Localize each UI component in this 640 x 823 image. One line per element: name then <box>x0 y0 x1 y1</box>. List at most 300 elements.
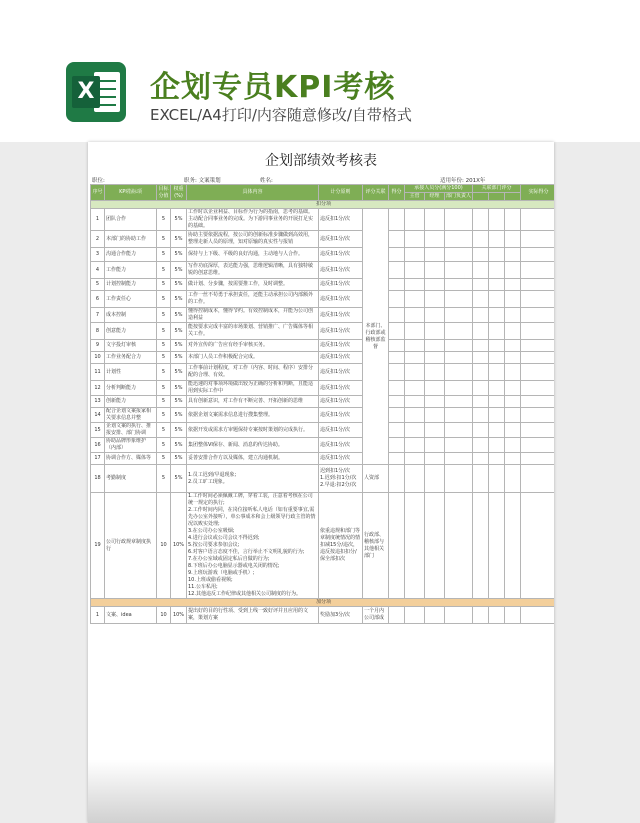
score-cell[interactable] <box>405 396 425 408</box>
score-cell[interactable] <box>389 323 405 340</box>
section-bonus <box>91 599 555 607</box>
score-cell[interactable] <box>389 209 405 231</box>
row-content: 写作功底深厚，表达能力强，思维逻辑清晰，具有独特敏锐的创意思维。 <box>187 262 319 279</box>
score-cell[interactable] <box>521 308 554 323</box>
row-content: 提出好的目的行性项、受到上线一致好评并且应用的文案，策划方案 <box>187 607 319 624</box>
row-rule: 违反扣1分/次 <box>319 323 363 340</box>
row-rule: 违反扣1分/次 <box>319 248 363 262</box>
row-weight: 5% <box>171 291 187 308</box>
score-cell[interactable] <box>425 279 445 291</box>
score-cell[interactable] <box>389 364 405 381</box>
score-cell[interactable] <box>425 408 445 423</box>
table-row <box>91 607 555 624</box>
row-content: 协助主要依据流程，按公司的创新标准步骤做到高效用，整理走新人员的原理，知对原输的真实性与报销 <box>187 231 319 248</box>
score-cell[interactable] <box>405 438 425 453</box>
score-cell[interactable] <box>505 352 521 364</box>
score-cell[interactable] <box>425 323 445 340</box>
row-no: 18 <box>91 465 105 493</box>
row-no: 13 <box>91 396 105 408</box>
row-kpi: 考勤制度 <box>105 465 157 493</box>
score-cell[interactable] <box>425 493 445 599</box>
score-cell[interactable] <box>405 493 425 599</box>
row-rule: 违反扣1分/次 <box>319 279 363 291</box>
score-cell[interactable] <box>425 308 445 323</box>
score-cell[interactable] <box>425 231 445 248</box>
score-cell[interactable] <box>489 248 505 262</box>
col-supervisor: 主管 <box>405 193 425 201</box>
row-weight: 5% <box>171 453 187 465</box>
score-cell[interactable] <box>425 453 445 465</box>
score-cell[interactable] <box>505 308 521 323</box>
score-cell[interactable] <box>473 323 489 340</box>
score-cell[interactable] <box>473 396 489 408</box>
section-bonus-label: 加分项 <box>91 599 555 607</box>
score-cell[interactable] <box>473 381 489 396</box>
score-cell[interactable] <box>425 465 445 493</box>
table-row <box>91 396 555 408</box>
row-target: 5 <box>157 262 171 279</box>
row-weight: 5% <box>171 381 187 396</box>
row-content: 具有创新意识，对工作有不断完善、开拓创新的思维 <box>187 396 319 408</box>
score-cell[interactable] <box>473 209 489 231</box>
row-weight: 5% <box>171 308 187 323</box>
table-row <box>91 381 555 396</box>
row-no: 10 <box>91 352 105 364</box>
score-cell[interactable] <box>445 291 473 308</box>
position-label: 职位: <box>92 178 105 184</box>
row-target: 10 <box>157 607 171 624</box>
row-no: 8 <box>91 323 105 340</box>
score-cell[interactable] <box>505 209 521 231</box>
score-cell[interactable] <box>473 465 489 493</box>
score-cell[interactable] <box>489 308 505 323</box>
score-cell[interactable] <box>489 396 505 408</box>
score-cell[interactable] <box>489 453 505 465</box>
score-cell[interactable] <box>489 323 505 340</box>
score-cell[interactable] <box>489 465 505 493</box>
row-content: 1.员工迟到/早退现象; 2.员工旷工现象。 <box>187 465 319 493</box>
row-target: 5 <box>157 423 171 438</box>
row-no: 15 <box>91 423 105 438</box>
table-row <box>91 291 555 308</box>
row-weight: 5% <box>171 323 187 340</box>
document-sheet <box>88 142 554 823</box>
row-target: 5 <box>157 352 171 364</box>
row-rule: 违反扣1分/次 <box>319 209 363 231</box>
row-weight: 5% <box>171 465 187 493</box>
score-cell[interactable] <box>521 262 554 279</box>
col-reviewer: 评分关联 <box>363 185 389 201</box>
score-cell[interactable] <box>521 423 554 438</box>
score-cell[interactable] <box>473 248 489 262</box>
score-cell[interactable] <box>489 423 505 438</box>
score-cell[interactable] <box>405 308 425 323</box>
row-target: 5 <box>157 453 171 465</box>
row-content: 工作一丝不苟勇于承担责任，还能主动承担公司内部额外的工作。 <box>187 291 319 308</box>
score-cell[interactable] <box>445 465 473 493</box>
score-cell[interactable] <box>505 438 521 453</box>
score-cell[interactable] <box>405 607 425 624</box>
score-cell[interactable] <box>389 262 405 279</box>
row-kpi: 公司行政规章制度执行 <box>105 493 157 599</box>
row-no: 3 <box>91 248 105 262</box>
score-cell[interactable] <box>389 493 405 599</box>
score-cell[interactable] <box>473 423 489 438</box>
score-cell[interactable] <box>445 323 473 340</box>
score-cell[interactable] <box>445 453 473 465</box>
table-row <box>91 209 555 231</box>
table-row <box>91 408 555 423</box>
table-row <box>91 493 555 599</box>
row-target: 5 <box>157 291 171 308</box>
score-cell[interactable] <box>405 248 425 262</box>
row-target: 5 <box>157 408 171 423</box>
score-cell[interactable] <box>389 408 405 423</box>
row-kpi: 本部门的协助工作 <box>105 231 157 248</box>
row-target: 5 <box>157 308 171 323</box>
score-cell[interactable] <box>425 209 445 231</box>
score-cell[interactable] <box>505 408 521 423</box>
score-cell[interactable] <box>505 231 521 248</box>
row-reviewer: 一个月内公司部成 <box>363 607 389 624</box>
score-cell[interactable] <box>445 262 473 279</box>
score-cell[interactable] <box>505 453 521 465</box>
row-content: 对外宣传的广告应有经手审核买务。 <box>187 340 319 352</box>
score-cell[interactable] <box>521 493 554 599</box>
score-cell[interactable] <box>473 352 489 364</box>
col-kpi: KPI指标项 <box>105 185 157 201</box>
score-cell[interactable] <box>405 352 425 364</box>
score-cell[interactable] <box>521 408 554 423</box>
row-content: 妥善安排合作方以及媒体，建立沟通机制。 <box>187 453 319 465</box>
table-row <box>91 231 555 248</box>
score-cell[interactable] <box>389 279 405 291</box>
score-cell[interactable] <box>445 396 473 408</box>
score-cell[interactable] <box>489 262 505 279</box>
score-cell[interactable] <box>445 381 473 396</box>
col-no: 序号 <box>91 185 105 201</box>
row-content: 懂得控制成本，懂得节约。有效控制成本，并能为公司创造利益 <box>187 308 319 323</box>
row-reviewer: 行政部、稽核部与其他相关部门 <box>363 493 389 599</box>
score-cell[interactable] <box>425 364 445 381</box>
score-cell[interactable] <box>445 493 473 599</box>
score-cell[interactable] <box>521 607 554 624</box>
row-rule: 违反扣1分/次 <box>319 381 363 396</box>
score-cell[interactable] <box>389 352 405 364</box>
row-weight: 5% <box>171 262 187 279</box>
score-cell[interactable] <box>389 340 405 352</box>
score-cell[interactable] <box>389 423 405 438</box>
row-kpi: 工作能力 <box>105 262 157 279</box>
score-cell[interactable] <box>445 248 473 262</box>
row-kpi: 成本控制 <box>105 308 157 323</box>
score-cell[interactable] <box>489 381 505 396</box>
row-content: 保持与上下级、平级的良好沟通，主动地与人合作。 <box>187 248 319 262</box>
score-cell[interactable] <box>445 408 473 423</box>
page-header <box>0 0 640 142</box>
score-cell[interactable] <box>389 308 405 323</box>
score-cell[interactable] <box>405 262 425 279</box>
row-kpi: 企划文案的执行、推报安排、部门协调 <box>105 423 157 438</box>
row-kpi: 团队合作 <box>105 209 157 231</box>
row-kpi: 分析判断能力 <box>105 381 157 396</box>
row-rule: 违反扣1分/次 <box>319 396 363 408</box>
score-cell[interactable] <box>473 453 489 465</box>
row-weight: 5% <box>171 438 187 453</box>
score-cell[interactable] <box>425 607 445 624</box>
score-cell[interactable] <box>489 493 505 599</box>
col-actual: 实际得分 <box>521 185 554 201</box>
section-deductions <box>91 201 555 209</box>
score-cell[interactable] <box>445 438 473 453</box>
score-cell[interactable] <box>505 279 521 291</box>
score-cell[interactable] <box>489 209 505 231</box>
score-cell[interactable] <box>425 396 445 408</box>
row-no: 5 <box>91 279 105 291</box>
score-cell[interactable] <box>473 308 489 323</box>
score-cell[interactable] <box>505 262 521 279</box>
score-cell[interactable] <box>473 364 489 381</box>
col-dept-head: 部门负责人 <box>446 193 472 199</box>
row-kpi: 协调合作方、媒体等 <box>105 453 157 465</box>
score-cell[interactable] <box>521 248 554 262</box>
score-cell[interactable] <box>473 262 489 279</box>
col-manager: 经理 <box>425 193 445 201</box>
row-rule: 依重违规和部门等章制度统情况的情扣减15分/违次，违反按违扣扣分/保全部扣次 <box>319 493 363 599</box>
score-cell[interactable] <box>489 364 505 381</box>
score-cell[interactable] <box>489 291 505 308</box>
score-cell[interactable] <box>489 438 505 453</box>
table-row <box>91 352 555 364</box>
row-target: 10 <box>157 493 171 599</box>
row-weight: 5% <box>171 423 187 438</box>
score-cell[interactable] <box>445 352 473 364</box>
score-cell[interactable] <box>405 408 425 423</box>
score-cell[interactable] <box>405 364 425 381</box>
document-title: 企划部绩效考核表 <box>265 153 377 169</box>
score-cell[interactable] <box>489 408 505 423</box>
row-kpi: 文字投灯审核 <box>105 340 157 352</box>
score-cell[interactable] <box>521 453 554 465</box>
score-cell[interactable] <box>521 396 554 408</box>
row-weight: 5% <box>171 396 187 408</box>
score-cell[interactable] <box>505 340 521 352</box>
score-cell[interactable] <box>405 291 425 308</box>
score-cell[interactable] <box>445 231 473 248</box>
row-content: 1.工作时间必须佩戴工牌，穿着工装，注意着考核在公司统一规定的执行; 2.工作时间内同，在岗位接听私人电话（如有重要事宜,需先办公室外接听），单公事成本和会上级领导行政主管的情况以败实处理; 3.在公司办公室吸烟; 4.进行会议或公司会议不得迟到; 5.按公司要求参加会议; 6.对客户语言态度不佳，言行举止不文明礼貌的行为; 7.在办公室域或固定私后自做的行为; 8.下班后办公电脑显示器或电关闭的情况; 9.上班玩游戏（电脑或手机）; 10.上班或偷看视频; 11.公车私用; 12.其他违反工作纪律或其他相关公司制度的行为。 <box>187 493 319 599</box>
score-cell[interactable] <box>473 291 489 308</box>
row-rule: 违反扣1分/次 <box>319 308 363 323</box>
score-cell[interactable] <box>505 323 521 340</box>
row-content: 集团整体VI保存、新闻、消息的传达协助。 <box>187 438 319 453</box>
row-content: 依据企划文案需求信息进行搜集整理。 <box>187 408 319 423</box>
score-cell[interactable] <box>389 381 405 396</box>
score-cell[interactable] <box>489 231 505 248</box>
score-cell[interactable] <box>405 323 425 340</box>
row-weight: 5% <box>171 231 187 248</box>
row-rule: 违反扣1分/次 <box>319 364 363 381</box>
excel-icon <box>66 62 126 122</box>
row-weight: 5% <box>171 248 187 262</box>
score-cell[interactable] <box>489 279 505 291</box>
score-cell[interactable] <box>505 607 521 624</box>
score-cell[interactable] <box>389 465 405 493</box>
table-row <box>91 364 555 381</box>
score-cell[interactable] <box>445 607 473 624</box>
row-kpi: 工作业务配合力 <box>105 352 157 364</box>
score-cell[interactable] <box>505 493 521 599</box>
score-cell[interactable] <box>405 231 425 248</box>
score-cell[interactable] <box>521 465 554 493</box>
score-cell[interactable] <box>405 453 425 465</box>
score-cell[interactable] <box>521 438 554 453</box>
score-cell[interactable] <box>505 423 521 438</box>
name-label: 姓名: <box>260 178 273 184</box>
score-cell[interactable] <box>505 291 521 308</box>
row-target: 5 <box>157 248 171 262</box>
score-cell[interactable] <box>405 340 425 352</box>
score-cell[interactable] <box>389 607 405 624</box>
score-cell[interactable] <box>521 323 554 340</box>
row-no: 7 <box>91 308 105 323</box>
row-rule: 违反扣1分/次 <box>319 262 363 279</box>
section-deductions-label: 扣分项 <box>91 201 555 209</box>
col-group-dept: 关联部门评分 <box>473 185 521 193</box>
row-target: 5 <box>157 231 171 248</box>
score-cell[interactable] <box>425 438 445 453</box>
score-cell[interactable] <box>521 381 554 396</box>
score-cell[interactable] <box>405 279 425 291</box>
row-content: 做计划、分步骤，按需要推工作，及时调整。 <box>187 279 319 291</box>
score-cell[interactable] <box>521 364 554 381</box>
score-cell[interactable] <box>389 231 405 248</box>
score-cell[interactable] <box>473 231 489 248</box>
score-cell[interactable] <box>425 423 445 438</box>
score-cell[interactable] <box>505 364 521 381</box>
row-rule: 奖励加3分/次 <box>319 607 363 624</box>
col-dept-3 <box>505 193 521 201</box>
col-dept-2 <box>489 193 505 201</box>
score-cell[interactable] <box>389 438 405 453</box>
page-title: 企划专员KPI考核 <box>150 70 396 105</box>
score-cell[interactable] <box>521 279 554 291</box>
score-cell[interactable] <box>489 352 505 364</box>
score-cell[interactable] <box>445 423 473 438</box>
row-target: 5 <box>157 396 171 408</box>
score-cell[interactable] <box>405 423 425 438</box>
score-cell[interactable] <box>521 340 554 352</box>
score-cell[interactable] <box>425 262 445 279</box>
row-no: 19 <box>91 493 105 599</box>
score-cell[interactable] <box>505 465 521 493</box>
table-row <box>91 465 555 493</box>
row-target: 5 <box>157 438 171 453</box>
job-label: 职务: 文案策划 <box>184 178 221 184</box>
score-cell[interactable] <box>505 396 521 408</box>
score-cell[interactable] <box>445 364 473 381</box>
score-cell[interactable] <box>473 438 489 453</box>
score-cell[interactable] <box>473 607 489 624</box>
score-cell[interactable] <box>445 308 473 323</box>
row-no: 4 <box>91 262 105 279</box>
score-cell[interactable] <box>489 607 505 624</box>
table-row <box>91 438 555 453</box>
score-cell[interactable] <box>389 291 405 308</box>
row-rule: 违反扣1分/次 <box>319 438 363 453</box>
row-kpi: 计划控制能力 <box>105 279 157 291</box>
score-cell[interactable] <box>505 381 521 396</box>
score-cell[interactable] <box>405 209 425 231</box>
score-cell[interactable] <box>521 209 554 231</box>
row-target: 5 <box>157 279 171 291</box>
score-cell[interactable] <box>389 396 405 408</box>
row-content: 依据开发或需求方审题保持专案按时策划的完成执行。 <box>187 423 319 438</box>
table-row <box>91 340 555 352</box>
score-cell[interactable] <box>425 381 445 396</box>
score-cell[interactable] <box>405 381 425 396</box>
row-target: 5 <box>157 381 171 396</box>
score-cell[interactable] <box>505 248 521 262</box>
col-dept-1 <box>473 193 489 201</box>
score-cell[interactable] <box>473 493 489 599</box>
score-cell[interactable] <box>445 209 473 231</box>
table-row <box>91 323 555 340</box>
score-cell[interactable] <box>425 340 445 352</box>
score-cell[interactable] <box>445 279 473 291</box>
row-weight: 10% <box>171 493 187 599</box>
row-no: 1 <box>91 209 105 231</box>
score-cell[interactable] <box>521 352 554 364</box>
row-target: 5 <box>157 209 171 231</box>
score-cell[interactable] <box>425 248 445 262</box>
period-label: 适用年份: 201X年 <box>440 178 486 184</box>
row-target: 5 <box>157 323 171 340</box>
row-kpi: 工作责任心 <box>105 291 157 308</box>
score-cell[interactable] <box>473 340 489 352</box>
row-rule: 违反扣1分/次 <box>319 408 363 423</box>
score-cell[interactable] <box>521 231 554 248</box>
score-cell[interactable] <box>473 279 489 291</box>
row-weight: 5% <box>171 364 187 381</box>
row-no: 9 <box>91 340 105 352</box>
row-rule: 违反扣1分/次 <box>319 423 363 438</box>
score-cell[interactable] <box>389 248 405 262</box>
row-content: 本部门人员工作积极配合完成。 <box>187 352 319 364</box>
row-weight: 5% <box>171 340 187 352</box>
row-no: 12 <box>91 381 105 396</box>
score-cell[interactable] <box>425 352 445 364</box>
row-weight: 5% <box>171 352 187 364</box>
row-target: 5 <box>157 340 171 352</box>
score-cell[interactable] <box>389 453 405 465</box>
table-header-row <box>91 185 555 193</box>
score-cell[interactable] <box>425 291 445 308</box>
row-target: 5 <box>157 364 171 381</box>
row-kpi: 计划性 <box>105 364 157 381</box>
row-rule: 违反扣1分/次 <box>319 453 363 465</box>
row-reviewer-merged: 本部门、行政部或稽核部监督 <box>363 209 389 465</box>
score-cell[interactable] <box>405 465 425 493</box>
score-cell[interactable] <box>489 340 505 352</box>
row-kpi: 创新能力 <box>105 396 157 408</box>
score-cell[interactable] <box>445 340 473 352</box>
row-kpi: 协助品牌形象维护（内部） <box>105 438 157 453</box>
score-cell[interactable] <box>473 408 489 423</box>
row-content: 工作时以企业利益、目标作为行为的指南，思考的基础。主动配合同事业务的完成。为下游同事业务的开展打足实的基础。 <box>187 209 319 231</box>
row-no: 1 <box>91 607 105 624</box>
score-cell[interactable] <box>521 291 554 308</box>
row-no: 2 <box>91 231 105 248</box>
